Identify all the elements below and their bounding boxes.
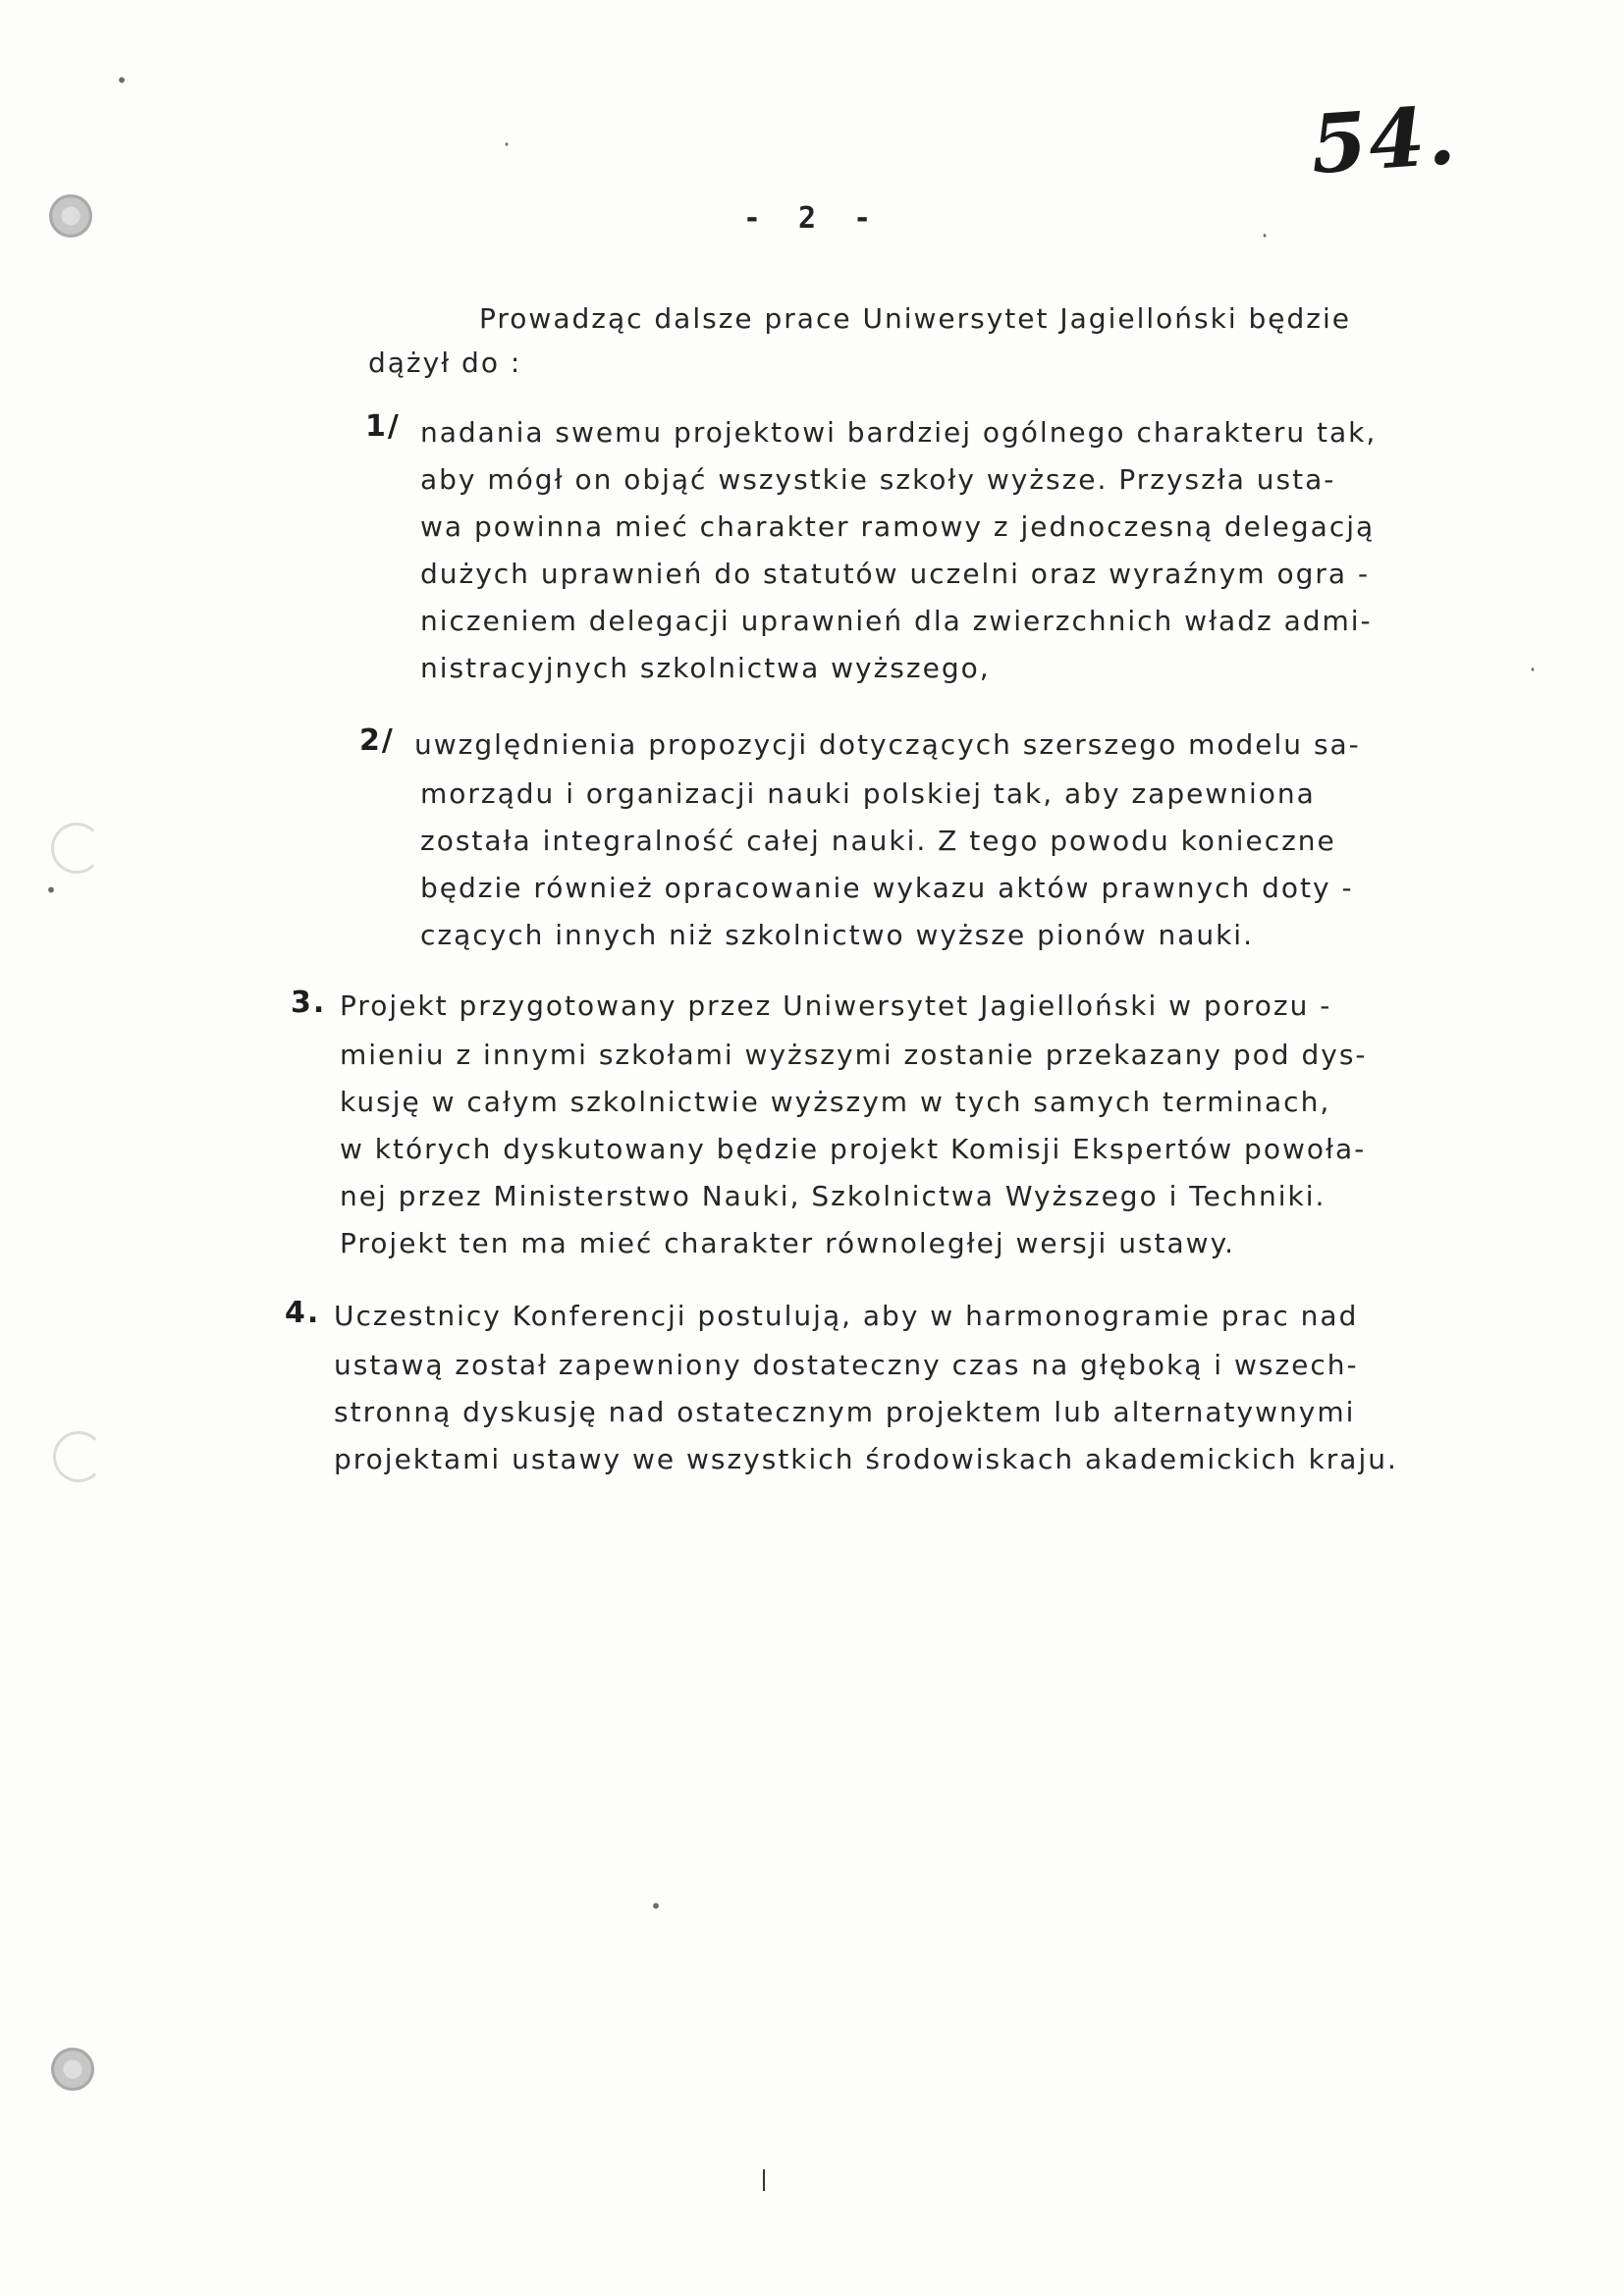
item-line: została integralność całej nauki. Z tego powodu konieczne — [420, 825, 1336, 857]
item-number: 3. — [291, 986, 327, 1020]
item-line: Projekt ten ma mieć charakter równoległej wersji ustawy. — [340, 1227, 1236, 1259]
item-line: aby mógł on objąć wszystkie szkoły wyższe. Przyszła usta- — [420, 463, 1336, 496]
item-line: morządu i organizacji nauki polskiej tak, aby zapewniona — [420, 777, 1316, 810]
item-line: ustawą został zapewniony dostateczny czas na głęboką i wszech- — [334, 1349, 1359, 1381]
item-number: 1/ — [365, 409, 401, 444]
punch-hole-bottom — [51, 2048, 94, 2091]
intro-line: Prowadząc dalsze prace Uniwersytet Jagielloński będzie — [479, 302, 1351, 335]
item-line: kusję w całym szkolnictwie wyższym w tych samych terminach, — [340, 1086, 1331, 1118]
item-line: nistracyjnych szkolnictwa wyższego, — [420, 652, 991, 684]
item-number: 2/ — [359, 723, 395, 758]
item-line: niczeniem delegacji uprawnień dla zwierzchnich władz admi- — [420, 605, 1373, 637]
item-line: dużych uprawnień do statutów uczelni oraz wyraźnym ogra - — [420, 558, 1371, 590]
item-line: nadania swemu projektowi bardziej ogólnego charakteru tak, — [420, 416, 1378, 449]
scan-speck: • — [116, 69, 129, 92]
scan-speck: · — [1527, 658, 1540, 681]
scan-mark — [763, 2169, 765, 2191]
item-line: stronną dyskusję nad ostatecznym projektem lub alternatywnymi — [334, 1396, 1356, 1428]
item-line: czących innych niż szkolnictwo wyższe pionów nauki. — [420, 919, 1254, 951]
item-line: w których dyskutowany będzie projekt Komisji Ekspertów powoła- — [340, 1133, 1367, 1165]
handwritten-folio-number: 54. — [1307, 87, 1460, 193]
page-number: - 2 - — [742, 201, 882, 236]
scan-speck: · — [1259, 224, 1272, 247]
scan-speck: • — [650, 1895, 663, 1918]
item-line: Projekt przygotowany przez Uniwersytet Jagielloński w porozu - — [340, 989, 1332, 1022]
item-line: mieniu z innymi szkołami wyższymi zostanie przekazany pod dys- — [340, 1039, 1368, 1071]
punch-hole-ghost-lower — [53, 1431, 104, 1482]
scan-speck: · — [501, 133, 514, 156]
item-line: uwzględnienia propozycji dotyczących szerszego modelu sa- — [414, 728, 1361, 761]
intro-line: dążył do : — [368, 347, 522, 379]
item-number: 4. — [285, 1296, 321, 1330]
item-line: wa powinna mieć charakter ramowy z jednoczesną delegacją — [420, 510, 1376, 543]
item-line: będzie również opracowanie wykazu aktów prawnych doty - — [420, 872, 1354, 904]
item-line: projektami ustawy we wszystkich środowiskach akademickich kraju. — [334, 1443, 1398, 1475]
item-line: Uczestnicy Konferencji postulują, aby w harmonogramie prac nad — [334, 1300, 1359, 1332]
punch-hole-ghost-upper — [51, 823, 102, 874]
scan-speck: • — [45, 879, 58, 902]
item-line: nej przez Ministerstwo Nauki, Szkolnictwa Wyższego i Techniki. — [340, 1180, 1326, 1212]
